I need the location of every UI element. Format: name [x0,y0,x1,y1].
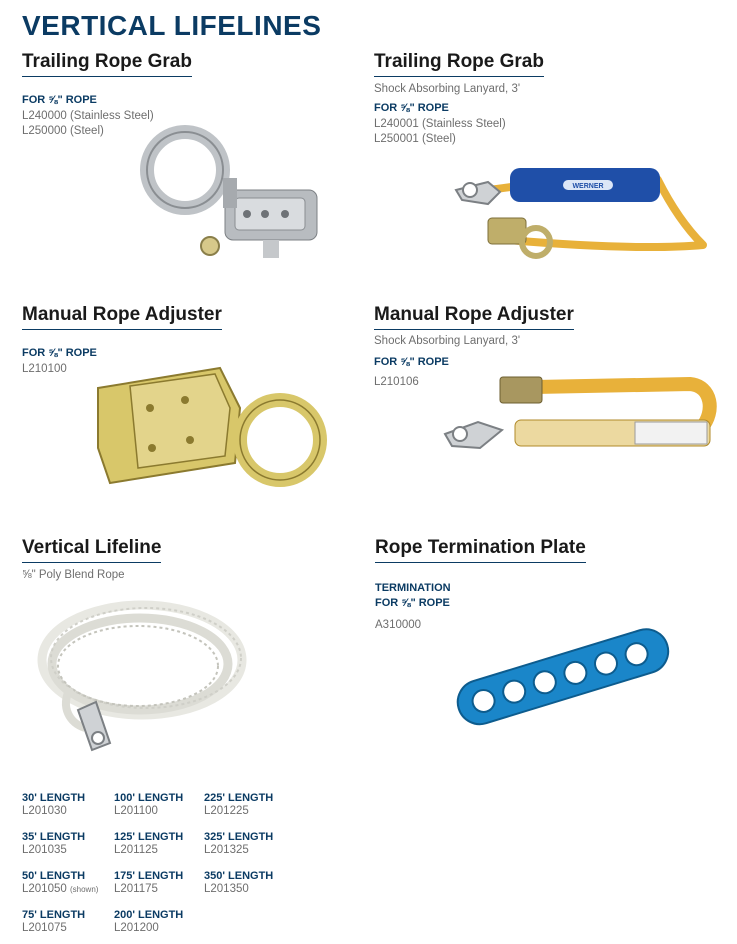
brand-logo: WERNER [572,183,604,190]
product-sku: L210100 [22,363,67,375]
length-sku: L201325 [204,844,249,856]
rope-size-label: FOR ⅝" ROPE [22,347,97,359]
vertical-lifeline-image [30,598,255,758]
product-subtitle: Shock Absorbing Lanyard, 3' [374,335,521,347]
rope-size-label: FOR ⅝" ROPE [374,356,449,368]
length-label: 200' LENGTH [114,909,184,921]
length-label: 225' LENGTH [204,792,274,804]
length-sku: L201030 [22,805,67,817]
section-title-manual-rope-adjuster: Manual Rope Adjuster [22,304,222,330]
length-item [204,792,273,819]
section-title-vertical-lifeline: Vertical Lifeline [22,537,161,563]
section-title-rope-termination-plate: Rope Termination Plate [375,537,586,563]
length-item [22,831,85,858]
length-item [22,792,85,819]
length-label: 175' LENGTH [114,870,184,882]
manual-rope-adjuster-image [90,368,330,503]
trailing-rope-grab-lanyard-image [448,160,713,265]
length-sku: L201035 [22,844,67,856]
manual-rope-adjuster-lanyard-image [440,372,720,467]
length-item [114,792,183,819]
length-sku: L201125 [114,844,158,856]
rope-termination-plate-image [450,620,675,735]
length-label: 50' LENGTH [22,870,86,882]
section-title-trailing-rope-grab-lanyard: Trailing Rope Grab [374,51,544,77]
length-label: 100' LENGTH [114,792,184,804]
length-label: 125' LENGTH [114,831,184,843]
length-sku: L201050 [22,883,67,895]
product-sku: L240000 (Stainless Steel) [22,110,154,122]
product-sku: L250001 (Steel) [374,133,456,145]
product-subtitle: Shock Absorbing Lanyard, 3' [374,83,521,95]
product-sku: L240001 (Stainless Steel) [374,118,506,130]
rope-size-label: FOR ⅝" ROPE [22,94,97,106]
length-sku: L201225 [204,805,249,817]
termination-label: TERMINATION [375,582,451,594]
length-item [22,870,98,897]
length-item [204,831,273,858]
product-sku: L210106 [374,376,419,388]
length-item [204,870,273,897]
shown-note: (shown) [69,885,99,894]
length-label: 325' LENGTH [204,831,274,843]
rope-size-label: FOR ⅝" ROPE [374,102,449,114]
section-title-trailing-rope-grab: Trailing Rope Grab [22,51,192,77]
length-sku: L201350 [204,883,249,895]
length-label: 350' LENGTH [204,870,274,882]
product-sku: L250000 (Steel) [22,125,104,137]
length-sku: L201100 [114,805,158,817]
section-title-manual-rope-adjuster-lanyard: Manual Rope Adjuster [374,304,574,330]
length-label: 30' LENGTH [22,792,86,804]
trailing-rope-grab-image [135,118,335,268]
rope-size-label: FOR ⅝" ROPE [375,597,450,609]
length-sku: L201175 [114,883,158,895]
page-title: VERTICAL LIFELINES [22,10,322,41]
length-item [22,909,85,936]
length-item [114,909,183,936]
length-sku: L201200 [114,922,159,934]
length-item [114,870,183,897]
product-sku: A310000 [375,619,422,631]
length-label: 35' LENGTH [22,831,86,843]
length-item [114,831,183,858]
length-label: 75' LENGTH [22,909,86,921]
product-subtitle: ⅝" Poly Blend Rope [22,569,125,581]
length-sku: L201075 [22,922,67,934]
